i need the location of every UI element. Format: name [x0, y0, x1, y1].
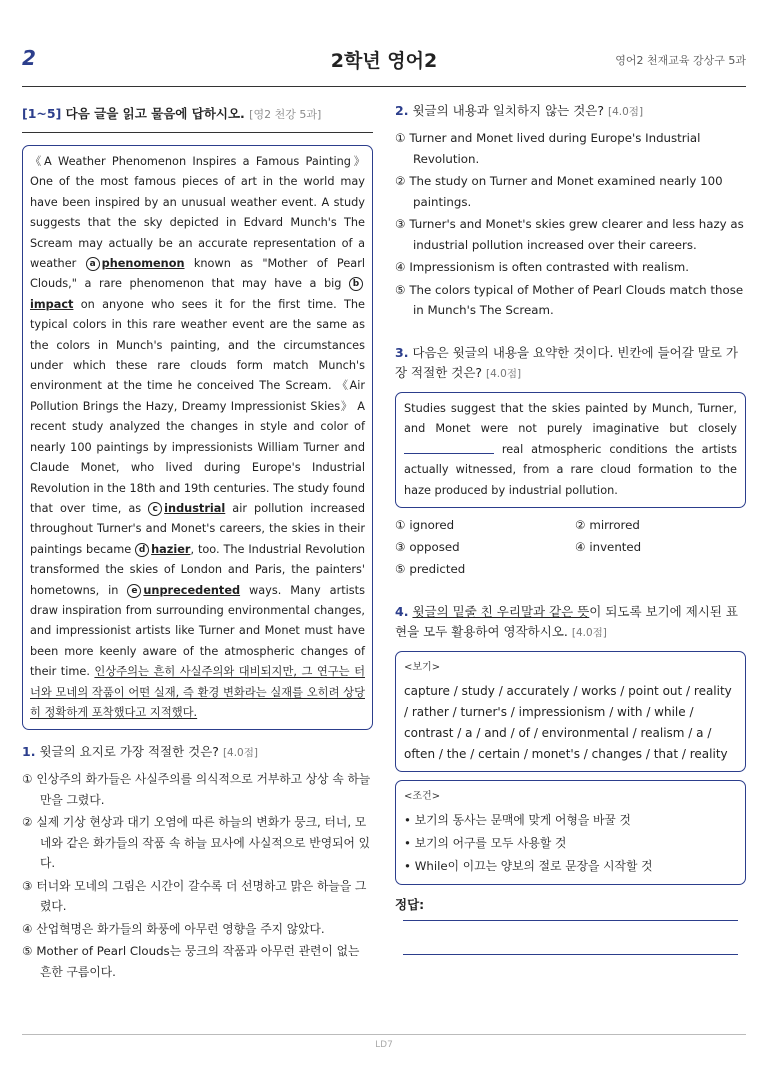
- passage-text: ways. Many artists draw inspiration from surrounding environmental changes, and impressionist artists like Turner and Monet must have been more keenly aware of the atmospheric changes of their time.: [30, 583, 365, 679]
- q3-option-3[interactable]: ③ opposed: [395, 540, 460, 554]
- q1-options: [22, 769, 373, 982]
- q1-option-4[interactable]: ④ 산업혁명은 화가들의 화풍에 아무런 영향을 주지 않았다.: [22, 921, 325, 936]
- question-points: [4.0점]: [571, 627, 607, 639]
- question-number: 4.: [395, 604, 409, 619]
- footer-page: LD7: [375, 1040, 393, 1050]
- summary-text: real atmospheric conditions the artists actually witnessed, from a rare cloud formation to the haze produced by industrial pollution.: [404, 442, 737, 497]
- passage-text: air pollution increased throughout Turner's and Monet's careers, the skies in their paintings became: [30, 501, 365, 556]
- marker-e: e: [127, 584, 141, 598]
- underlined-korean-sentence: 인상주의는 흔히 사실주의와 대비되지만, 그 연구는 터너와 모네의 작품이 어떤 실재, 즉 환경 변화라는 실재를 오히려 상당히 정확하게 포착했다고 지적했다.: [30, 665, 365, 719]
- right-column: [395, 101, 746, 955]
- q2-option-3[interactable]: ③ Turner's and Monet's skies grew clearer and less hazy as industrial pollution increased over their careers.: [395, 217, 744, 252]
- bogi-label: <보기>: [404, 662, 441, 673]
- q2-option-4[interactable]: ④ Impressionism is often contrasted with realism.: [395, 260, 689, 274]
- q3-option-4[interactable]: ④ invented: [575, 540, 642, 554]
- question-points: [4.0점]: [486, 367, 522, 380]
- section-heading: [22, 104, 373, 133]
- page-header: [22, 40, 746, 87]
- q1-option-2[interactable]: ② 실제 기상 현상과 대기 오염에 따른 하늘의 변화가 뭉크, 터너, 모네와 같은 화가들의 작품 속 하늘 묘사에 사실적으로 반영되어 있다.: [22, 815, 371, 871]
- section-range: [1~5]: [22, 106, 62, 121]
- question-text: 윗글의 요지로 가장 적절한 것은?: [39, 744, 219, 760]
- marker-d: d: [135, 543, 149, 557]
- underlined-word-e: unprecedented: [143, 583, 241, 597]
- q3-option-5[interactable]: ⑤ predicted: [395, 562, 466, 576]
- question-text: 이 되도록 보기에 제시된 표현을 모두 활용하여 영작하시오.: [395, 604, 739, 639]
- q2-option-2[interactable]: ② The study on Turner and Monet examined nearly 100 paintings.: [395, 174, 723, 209]
- summary-blank: [404, 441, 494, 454]
- q1-option-1[interactable]: ① 인상주의 화가들은 사실주의를 의식적으로 거부하고 상상 속 하늘만을 그렸다.: [22, 772, 371, 807]
- q2-options: [395, 128, 746, 321]
- page-number: 2: [22, 46, 36, 70]
- underlined-word-d: hazier: [151, 542, 191, 556]
- q3-option-1[interactable]: ① ignored: [395, 518, 455, 532]
- conditions-label: <조건>: [404, 790, 441, 802]
- question-2: [395, 101, 746, 122]
- q1-option-5[interactable]: ⑤ Mother of Pearl Clouds는 뭉크의 작품과 아무런 관련이 없는 흔한 구름이다.: [22, 944, 360, 979]
- passage-text: 《A Weather Phenomenon Inspires a Famous Painting》 One of the most famous pieces of art in the world may have been inspired by an unusual weather event. A study suggests that the sky depicted in Edvard Munch's The Scream may actually be an accurate representation of a weather: [30, 155, 365, 271]
- question-text: 다음은 윗글의 내용을 요약한 것이다. 빈칸에 들어갈 말로 가장 적절한 것은?: [395, 344, 738, 380]
- marker-c: c: [148, 502, 162, 516]
- question-points: [4.0점]: [608, 106, 644, 118]
- footer-divider: [22, 1034, 746, 1035]
- marker-b: b: [349, 277, 363, 291]
- bogi-words: capture / study / accurately / works / point out / reality / rather / turner's / impressionism / with / while / contrast / a / and / of / environmental / realism / a / often / the / certain / monet's / changes / that / reality: [404, 683, 732, 761]
- question-text: 윗글의 내용과 일치하지 않는 것은?: [412, 103, 605, 118]
- question-number: 1.: [22, 744, 36, 760]
- q2-option-1[interactable]: ① Turner and Monet lived during Europe's Industrial Revolution.: [395, 131, 701, 166]
- question-4: [395, 602, 746, 643]
- conditions-box: [395, 780, 746, 886]
- reading-passage: [22, 145, 373, 730]
- section-instruction: 다음 글을 읽고 물음에 답하시오.: [65, 106, 245, 121]
- section-source: [영2 천강 5과]: [249, 108, 322, 121]
- condition-2: • 보기의 어구를 모두 사용할 것: [404, 836, 567, 850]
- q3-option-2[interactable]: ② mirrored: [575, 518, 640, 532]
- marker-a: a: [86, 257, 100, 271]
- question-text-underlined: 윗글의 밑줄 친 우리말과 같은 뜻: [412, 604, 590, 619]
- q3-options: [395, 514, 746, 580]
- page-title: 2학년 영어2: [330, 50, 438, 72]
- left-column: [22, 104, 373, 984]
- q2-option-5[interactable]: ⑤ The colors typical of Mother of Pearl Clouds match those in Munch's The Scream.: [395, 282, 744, 317]
- summary-box: [395, 392, 746, 509]
- underlined-word-b: impact: [30, 297, 74, 311]
- page-subtitle: 영어2 천재교육 강상구 5과: [615, 54, 746, 67]
- summary-text: Studies suggest that the skies painted by Munch, Turner, and Monet were not purely imaginative but closely: [404, 401, 737, 435]
- underlined-word-c: industrial: [164, 501, 226, 515]
- passage-text: on anyone who sees it for the first time. The typical colors in this rare weather event are the same as the colors in Munch's painting, and the circumstances under which these rare clouds form match Munch's environment at the time he conceived The Scream. 《Air Pollution Brings the Hazy, Dreamy Impressionist Skies》 A recent study analyzed the changes in style and color of nearly 100 paintings by impressionists William Turner and Claude Monet, who lived during Europe's Industrial Revolution in the 18th and 19th centuries. The study found that over time, as: [30, 297, 366, 515]
- question-number: 3.: [395, 344, 409, 360]
- answer-line-1[interactable]: [403, 919, 738, 921]
- condition-1: • 보기의 동사는 문맥에 맞게 어형을 바꿀 것: [404, 813, 631, 827]
- underlined-word-a: phenomenon: [101, 257, 185, 271]
- bogi-box: [395, 651, 746, 772]
- passage-text: known as "Mother of Pearl Clouds," a rare phenomenon that may have a big: [30, 257, 365, 291]
- passage-text: , too. The Industrial Revolution transformed the skies of London and Paris, the painters' hometowns, in: [30, 542, 365, 597]
- q1-option-3[interactable]: ③ 터너와 모네의 그림은 시간이 갈수록 더 선명하고 맑은 하늘을 그렸다.: [22, 878, 367, 914]
- question-3: [395, 343, 746, 384]
- question-points: [4.0점]: [222, 747, 258, 760]
- condition-3: • While이 이끄는 양보의 절로 문장을 시작할 것: [404, 859, 653, 873]
- question-1: [22, 742, 373, 763]
- answer-label: 정답:: [395, 897, 425, 912]
- question-number: 2.: [395, 103, 409, 118]
- answer-line-2[interactable]: [403, 953, 738, 955]
